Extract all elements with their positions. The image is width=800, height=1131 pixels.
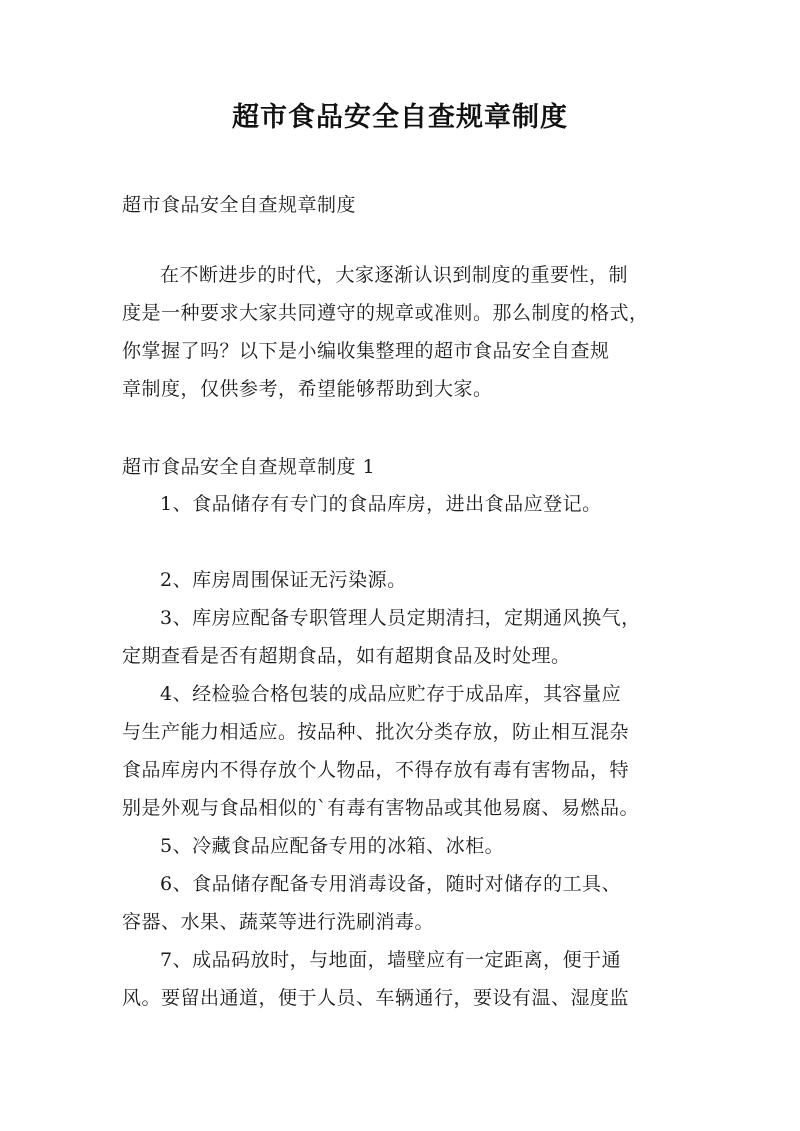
body-line: 1、食品储存有专门的食品库房，进出食品应登记。 [160, 493, 602, 515]
document-subtitle: 超市食品安全自查规章制度 [122, 194, 357, 216]
body-line: 7、成品码放时，与地面，墙壁应有一定距离，便于通 [160, 949, 622, 971]
body-line: 6、食品储存配备专用消毒设备，随时对储存的工具、 [160, 873, 622, 895]
body-line: 风。要留出通道，便于人员、车辆通行，要设有温、湿度监 [122, 987, 630, 1009]
intro-line: 你掌握了吗？以下是小编收集整理的超市食品安全自查规 [122, 340, 610, 362]
body-line: 2、库房周围保证无污染源。 [160, 569, 407, 591]
body-line: 4、经检验合格包装的成品应贮存于成品库，其容量应 [160, 683, 622, 705]
section-heading: 超市食品安全自查规章制度 1 [122, 456, 376, 478]
intro-line: 度是一种要求大家共同遵守的规章或准则。那么制度的格式， [122, 302, 649, 324]
body-line: 别是外观与食品相似的`有毒有害物品或其他易腐、易燃品。 [122, 797, 640, 819]
intro-line: 在不断进步的时代，大家逐渐认识到制度的重要性，制 [160, 264, 629, 286]
intro-line: 章制度，仅供参考，希望能够帮助到大家。 [122, 378, 493, 400]
body-line: 定期查看是否有超期食品，如有超期食品及时处理。 [122, 645, 571, 667]
body-line: 3、库房应配备专职管理人员定期清扫，定期通风换气， [160, 607, 641, 629]
document-title: 超市食品安全自查规章制度 [232, 102, 568, 133]
body-line: 食品库房内不得存放个人物品，不得存放有毒有害物品，特 [122, 759, 630, 781]
body-line: 容器、水果、蔬菜等进行洗刷消毒。 [122, 911, 435, 933]
body-line: 与生产能力相适应。按品种、批次分类存放，防止相互混杂 [122, 721, 630, 743]
body-line: 5、冷藏食品应配备专用的冰箱、冰柜。 [160, 835, 505, 857]
